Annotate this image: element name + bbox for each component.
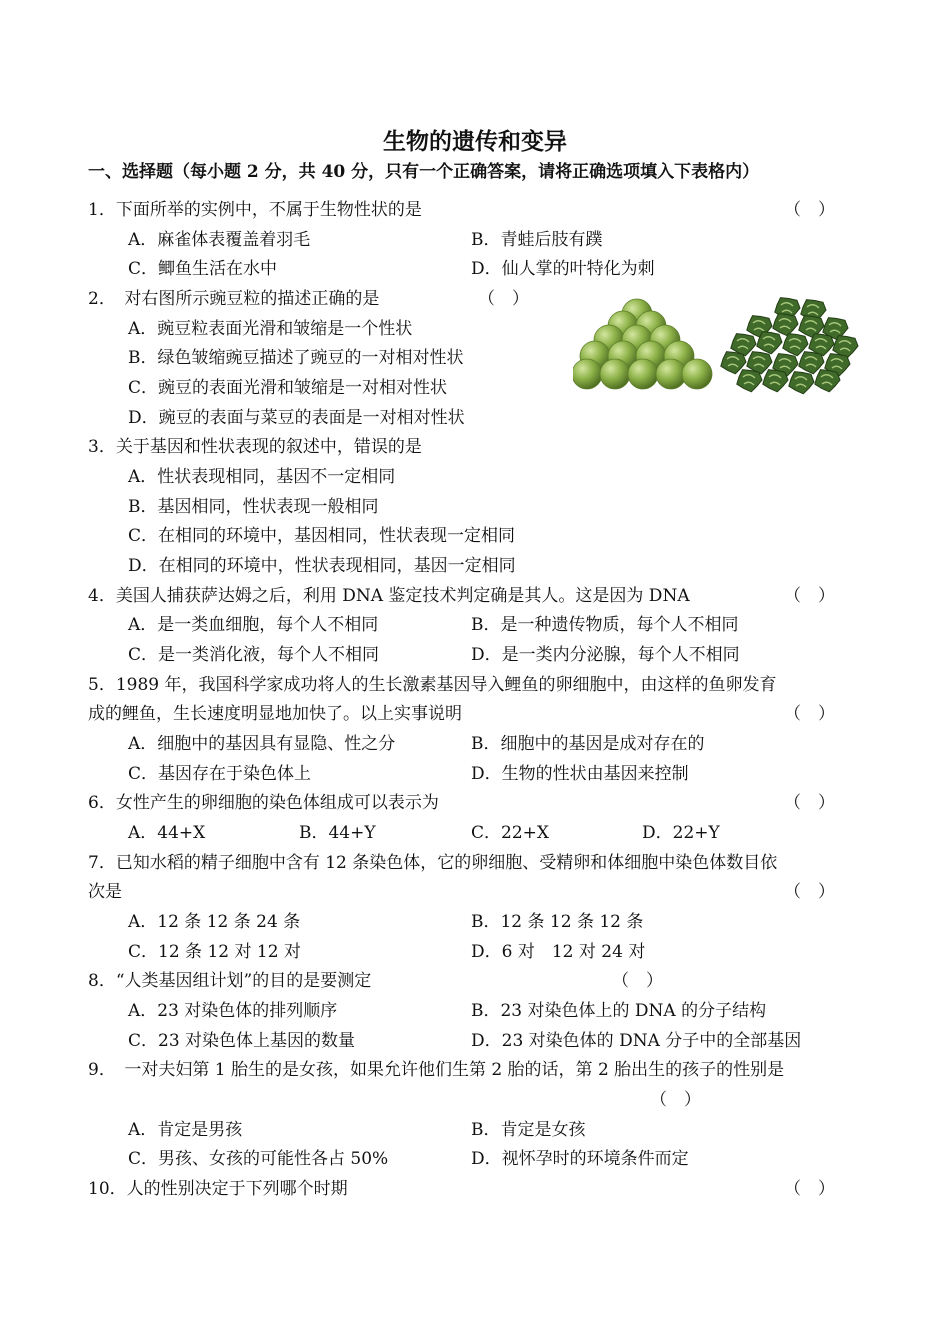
q6-option-b: B．44+Y [299,823,376,843]
q7-option-c: C．12 条 12 对 12 对 [128,942,301,962]
page-title: 生物的遗传和变异 [383,128,567,155]
q2-answer-bracket: （ ） [478,289,529,309]
q8-option-b: B．23 对染色体上的 DNA 的分子结构 [471,1001,767,1021]
q4-option-b: B．是一种遗传物质，每个人不相同 [471,615,739,635]
q9-stem: 9． 一对夫妇第 1 胎生的是女孩，如果允许他们生第 2 胎的话，第 2 胎出生的孩子的性别是 [88,1060,785,1080]
q6-answer-bracket: （ ） [784,793,835,813]
q6-stem: 6．女性产生的卵细胞的染色体组成可以表示为 [88,793,439,813]
q3-option-c: C．在相同的环境中，基因相同，性状表现一定相同 [128,526,516,546]
q7-option-b: B．12 条 12 条 12 条 [471,912,644,932]
smooth-pea [656,359,686,389]
q2-option-d: D．豌豆的表面与菜豆的表面是一对相对性状 [128,408,465,428]
q4-option-c: C．是一类消化液，每个人不相同 [128,645,380,665]
q5-option-d: D．生物的性状由基因来控制 [471,764,689,784]
smooth-pea [573,359,602,389]
q9-option-b: B．肯定是女孩 [471,1120,586,1140]
q1-stem: 1．下面所举的实例中，不属于生物性状的是 [88,200,422,220]
q5-option-a: A．细胞中的基因具有显隐、性之分 [128,734,396,754]
pea-figure [573,292,865,398]
q9-option-d: D．视怀孕时的环境条件而定 [471,1149,689,1169]
q4-option-a: A．是一类血细胞，每个人不相同 [128,615,379,635]
q7-answer-bracket: （ ） [784,882,835,902]
q9-answer-bracket: （ ） [650,1090,701,1110]
q8-option-d: D．23 对染色体的 DNA 分子中的全部基因 [471,1031,802,1051]
q6-option-d: D．22+Y [642,823,720,843]
section-heading: 一、选择题（每小题 2 分，共 40 分，只有一个正确答案，请将正确选项填入下表格内） [88,162,760,182]
q2-option-c: C．豌豆的表面光滑和皱缩是一对相对性状 [128,378,448,398]
q2-option-a: A．豌豆粒表面光滑和皱缩是一个性状 [128,319,413,339]
q7-option-a: A．12 条 12 条 24 条 [128,912,301,932]
q1-option-b: B．青蛙后肢有蹼 [471,230,603,250]
q4-stem: 4．美国人捕获萨达姆之后，利用 DNA 鉴定技术判定确是其人。这是因为 DNA [88,586,690,606]
q5-stem-line1: 5．1989 年，我国科学家成功将人的生长激素基因导入鲤鱼的卵细胞中，由这样的鱼卵发育 [88,675,777,695]
q8-answer-bracket: （ ） [612,971,663,991]
q1-answer-bracket: （ ） [784,200,835,220]
q3-option-d: D．在相同的环境中，性状表现相同，基因一定相同 [128,556,516,576]
smooth-pea [628,359,658,389]
q3-stem: 3．关于基因和性状表现的叙述中，错误的是 [88,437,422,457]
smooth-pea [682,359,712,389]
q1-option-d: D．仙人掌的叶特化为刺 [471,259,655,279]
q7-stem-line2: 次是 [88,882,122,902]
q7-stem-line1: 7．已知水稻的精子细胞中含有 12 条染色体，它的卵细胞、受精卵和体细胞中染色体数目依 [88,853,778,873]
q5-option-b: B．细胞中的基因是成对存在的 [471,734,705,754]
q4-answer-bracket: （ ） [784,586,835,606]
q8-stem: 8．“人类基因组计划”的目的是要测定 [88,971,372,991]
q1-option-c: C．鲫鱼生活在水中 [128,259,278,279]
q2-stem: 2． 对右图所示豌豆粒的描述正确的是 [88,289,380,309]
q2-option-b: B．绿色皱缩豌豆描述了豌豆的一对相对性状 [128,348,464,368]
q6-option-a: A．44+X [128,823,206,843]
q5-option-c: C．基因存在于染色体上 [128,764,312,784]
q5-stem-line2: 成的鲤鱼，生长速度明显地加快了。以上实事说明 [88,704,462,724]
smooth-pea [600,359,630,389]
q7-option-d: D．6 对 12 对 24 对 [471,942,646,962]
q10-answer-bracket: （ ） [784,1179,835,1199]
q8-option-c: C．23 对染色体上基因的数量 [128,1031,356,1051]
q10-stem: 10．人的性别决定于下列哪个时期 [88,1179,348,1199]
q5-answer-bracket: （ ） [784,704,835,724]
q1-option-a: A．麻雀体表覆盖着羽毛 [128,230,311,250]
q9-option-a: A．肯定是男孩 [128,1120,243,1140]
q9-option-c: C．男孩、女孩的可能性各占 50% [128,1149,389,1169]
q3-option-a: A．性状表现相同，基因不一定相同 [128,467,396,487]
q8-option-a: A．23 对染色体的排列顺序 [128,1001,338,1021]
q3-option-b: B．基因相同，性状表现一般相同 [128,497,379,517]
q4-option-d: D．是一类内分泌腺，每个人不相同 [471,645,740,665]
q6-option-c: C．22+X [471,823,549,843]
